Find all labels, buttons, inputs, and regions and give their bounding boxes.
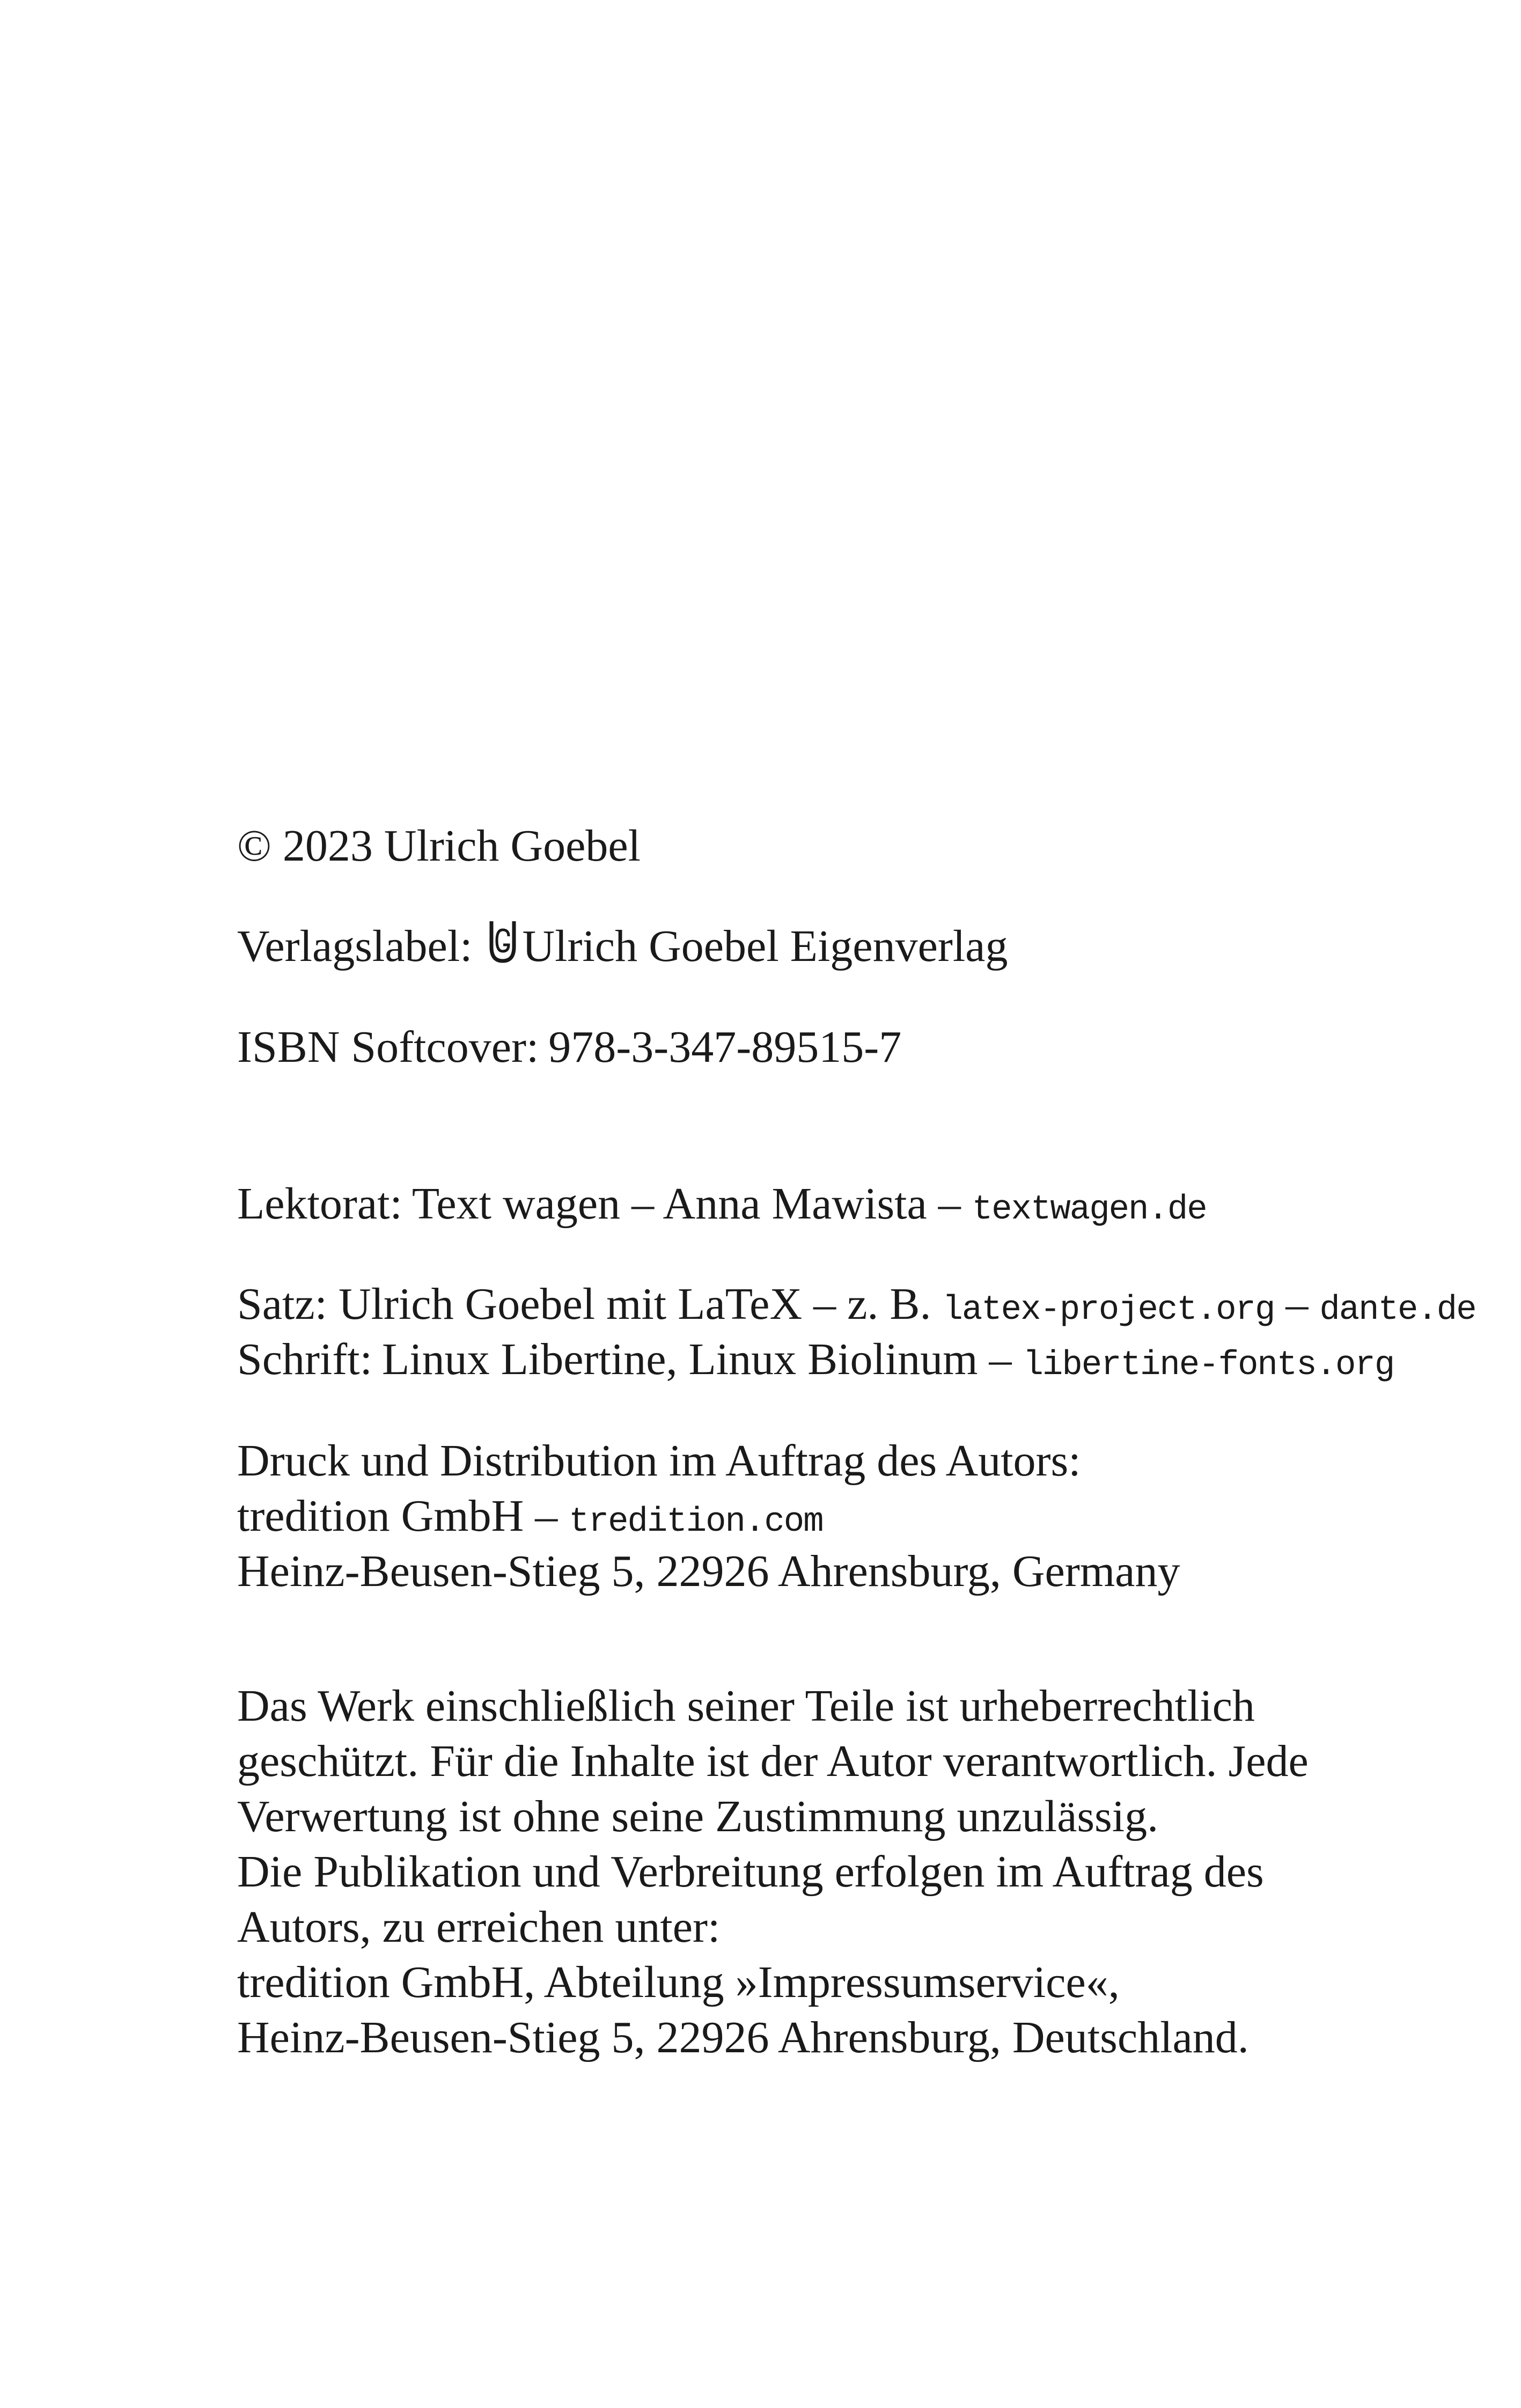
ug-monogram-icon — [487, 919, 518, 964]
legal-line — [237, 1734, 1309, 1789]
lektorat-prefix: Lektorat: — [237, 1179, 402, 1229]
satz-text: Ulrich Goebel mit LaTeX – z. B. — [338, 1279, 931, 1329]
legal-line — [237, 1955, 1120, 2010]
schrift-line — [237, 1332, 1394, 1393]
legal-line — [237, 1899, 720, 1955]
legal-text: Die Publikation und Verbreitung erfolgen im Auftrag des — [237, 1847, 1264, 1897]
legal-line — [237, 1678, 1255, 1734]
satz-url-latex[interactable]: latex-project.org — [942, 1291, 1275, 1330]
schrift-prefix: Schrift: — [237, 1334, 372, 1384]
copyright-text: © 2023 Ulrich Goebel — [237, 821, 641, 871]
isbn-line — [237, 1019, 901, 1075]
druck-line-2 — [237, 1488, 823, 1550]
legal-text: Das Werk einschließlich seiner Teile ist urheberrechtlich — [237, 1681, 1255, 1731]
druck-heading: Druck und Distribution im Auftrag des Autors: — [237, 1436, 1081, 1486]
satz-separator: – — [1285, 1279, 1309, 1329]
druck-address: Heinz-Beusen-Stieg 5, 22926 Ahrensburg, Germany — [237, 1546, 1180, 1596]
publisher-label-line — [237, 919, 1008, 974]
druck-line-3 — [237, 1544, 1180, 1599]
legal-line — [237, 2010, 1249, 2066]
satz-prefix: Satz: — [237, 1279, 327, 1329]
legal-text: geschützt. Für die Inhalte ist der Autor verantwortlich. Jede — [237, 1736, 1309, 1786]
legal-text: Autors, zu erreichen unter: — [237, 1902, 721, 1952]
legal-line — [237, 1844, 1264, 1900]
lektorat-line — [237, 1176, 1207, 1238]
publisher-label-prefix: Verlagslabel: — [237, 921, 473, 971]
legal-text: Verwertung ist ohne seine Zustimmung unzulässig. — [237, 1792, 1159, 1841]
satz-line — [237, 1276, 1476, 1338]
druck-url[interactable]: tredition.com — [569, 1503, 823, 1541]
isbn-prefix: ISBN Softcover: — [237, 1022, 539, 1072]
copyright-line — [237, 818, 641, 874]
schrift-text: Linux Libertine, Linux Biolinum – — [381, 1334, 1012, 1384]
druck-line-1 — [237, 1433, 1081, 1489]
lektorat-url[interactable]: textwagen.de — [972, 1191, 1207, 1229]
druck-company: tredition GmbH – — [237, 1491, 558, 1541]
isbn-value: 978-3-347-89515-7 — [548, 1022, 902, 1072]
legal-text: Heinz-Beusen-Stieg 5, 22926 Ahrensburg, Deutschland. — [237, 2013, 1249, 2062]
legal-text: tredition GmbH, Abteilung »Impressumservice«, — [237, 1957, 1120, 2007]
publisher-label-name: Ulrich Goebel Eigenverlag — [522, 921, 1008, 971]
legal-line — [237, 1789, 1158, 1845]
lektorat-text: Text wagen – Anna Mawista – — [412, 1179, 961, 1229]
schrift-url[interactable]: libertine-fonts.org — [1023, 1346, 1394, 1385]
satz-url-dante[interactable]: dante.de — [1319, 1291, 1476, 1330]
